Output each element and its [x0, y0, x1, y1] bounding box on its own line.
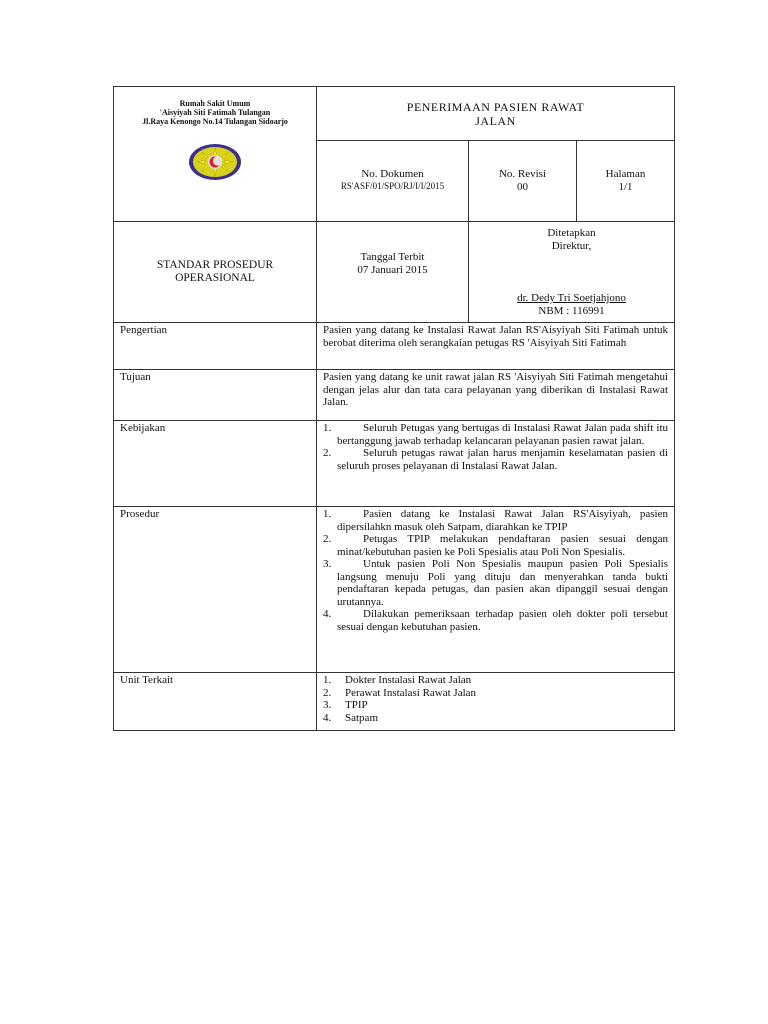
page-label: Halaman	[605, 168, 646, 180]
document-number-value: RS'ASF/01/SPO/RJ/I/I/2015	[340, 180, 445, 191]
list-item-text: Seluruh petugas rawat jalan harus menjamin keselamatan pasien di seluruh proses pelayanan di Instalasi Rawat Jalan.	[337, 447, 668, 472]
list-item-text: TPIP	[345, 699, 368, 711]
signer-nbm: NBM : 116991	[538, 304, 605, 317]
revision-value: 00	[517, 180, 528, 193]
issue-date-value: 07 Januari 2015	[357, 263, 428, 276]
pengertian-label: Pengertian	[114, 323, 317, 370]
list-item	[323, 699, 668, 712]
list-item-text: Pasien datang ke Instalasi Rawat Jalan RS'Aisyiyah, pasien dipersilahkn masuk oleh Satpam, diarahkan ke TPIP	[337, 508, 668, 533]
sun-crescent-logo-icon	[187, 142, 243, 182]
list-item-text: Dilakukan pemeriksaan terhadap pasien oleh dokter poli tersebut sesuai dengan kebutuhan pasien.	[337, 608, 668, 633]
document-number-cell	[317, 141, 469, 222]
list-item-text: Seluruh Petugas yang bertugas di Instalasi Rawat Jalan pada shift itu bertanggung jawab terhadap kelancaran pelayanan pasien rawat jalan.	[337, 422, 668, 447]
list-item	[323, 712, 668, 725]
unit-terkait-label: Unit Terkait	[114, 673, 317, 731]
revision-label: No. Revisi	[498, 168, 547, 180]
issue-date-label: Tanggal Terbit	[360, 251, 425, 263]
page-cell	[577, 141, 675, 222]
list-item-number: 4.	[323, 608, 332, 620]
approval-cell	[469, 222, 675, 323]
issue-date-cell	[317, 222, 469, 323]
list-item	[323, 422, 668, 447]
hospital-logo	[187, 142, 243, 182]
list-item-number: 1.	[323, 674, 332, 686]
document-title	[317, 87, 675, 141]
sop-label-line-1: STANDAR PROSEDUR	[156, 259, 274, 271]
signer-block	[469, 292, 674, 317]
document-number-label: No. Dokumen	[361, 168, 424, 180]
list-item	[323, 447, 668, 472]
tujuan-label: Tujuan	[114, 370, 317, 421]
list-item-number: 3.	[323, 699, 332, 711]
list-item-number: 3.	[323, 558, 332, 570]
kebijakan-list	[323, 422, 668, 472]
sop-document-table	[113, 86, 675, 731]
list-item-number: 1.	[323, 422, 332, 434]
unit-terkait-content	[317, 673, 675, 731]
tujuan-text: Pasien yang datang ke unit rawat jalan RS 'Aisyiyah Siti Fatimah mengetahui dengan jelas alur dan tata cara pelayanan yang diberikan di Instalasi Rawat Jalan.	[317, 370, 675, 421]
list-item	[323, 687, 668, 700]
kebijakan-label: Kebijakan	[114, 421, 317, 507]
revision-cell	[469, 141, 577, 222]
hospital-header-cell	[114, 87, 317, 222]
page-value: 1/1	[618, 180, 633, 193]
list-item	[323, 533, 668, 558]
list-item-number: 1.	[323, 508, 332, 520]
list-item-number: 2.	[323, 533, 332, 545]
list-item	[323, 508, 668, 533]
list-item	[323, 558, 668, 608]
hospital-address: Jl.Raya Kenongo No.14 Tulangan Sidoarjo	[142, 117, 288, 126]
prosedur-content	[317, 507, 675, 673]
list-item-text: Petugas TPIP melakukan pendaftaran pasien sesuai dengan minat/kebutuhan pasien ke Poli Spesialis atau Poli Non Spesialis.	[337, 533, 668, 558]
approval-line-2: Direktur,	[551, 239, 592, 252]
signer-name: dr. Dedy Tri Soetjahjono	[517, 292, 626, 304]
list-item-text: Satpam	[345, 711, 378, 724]
unit-terkait-list	[323, 674, 668, 724]
approval-line-1: Ditetapkan	[547, 227, 596, 239]
list-item-number: 2.	[323, 686, 332, 699]
sop-label-cell	[114, 222, 317, 323]
hospital-name: Rumah Sakit Umum	[179, 99, 251, 108]
list-item-number: 2.	[323, 447, 332, 459]
list-item-text: Untuk pasien Poli Non Spesialis maupun pasien Poli Spesialis langsung menuju Poli yang dituju dan menyerahkan tanda bukti pendaftaran kepada petugas, dan pasien akan dipanggil sesuai dengan urutannya.	[337, 558, 668, 608]
kebijakan-content	[317, 421, 675, 507]
list-item	[323, 674, 668, 687]
prosedur-list	[323, 508, 668, 633]
sop-label-line-2: OPERASIONAL	[175, 272, 255, 284]
prosedur-label: Prosedur	[114, 507, 317, 673]
list-item-text: Perawat Instalasi Rawat Jalan	[345, 686, 477, 699]
list-item-number: 4.	[323, 711, 332, 724]
document-title-line-1: PENERIMAAN PASIEN RAWAT	[406, 100, 585, 114]
list-item	[323, 608, 668, 633]
hospital-branch: 'Aisyiyah Siti Fatimah Tulangan	[159, 108, 271, 117]
list-item-text: Dokter Instalasi Rawat Jalan	[345, 674, 472, 686]
document-title-line-2: JALAN	[475, 114, 516, 128]
pengertian-text: Pasien yang datang ke Instalasi Rawat Jalan RS'Aisyiyah Siti Fatimah untuk berobat diterima oleh serangkaian petugas RS 'Aisyiyah Siti Fatimah	[317, 323, 675, 370]
